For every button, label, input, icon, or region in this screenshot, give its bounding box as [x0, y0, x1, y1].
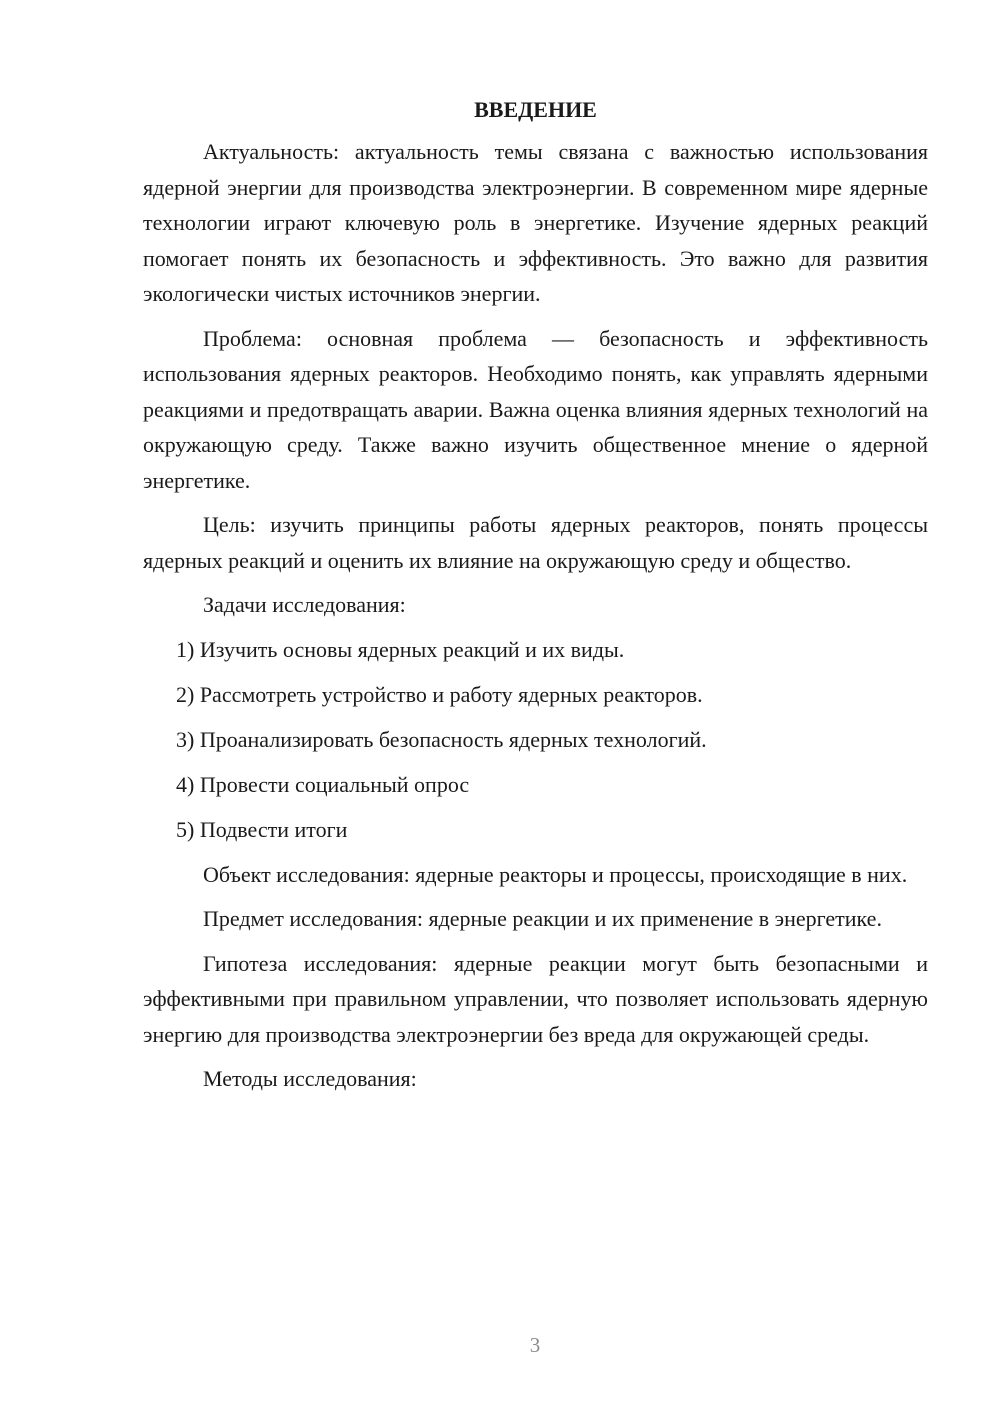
paragraph-hypothesis: Гипотеза исследования: ядерные реакции могут быть безопасными и эффективными при правильном управлении, что позволяет использовать ядерную энергию для производства электроэнергии без вреда для окружающей среды. [143, 950, 928, 1047]
paragraph-goal: Цель: изучить принципы работы ядерных реакторов, понять процессы ядерных реакций и оценить их влияние на окружающую среду и общество. [143, 512, 928, 573]
task-item: 4) Провести социальный опрос [176, 771, 470, 797]
tasks-heading: Задачи исследования: [203, 592, 406, 617]
paragraph-relevance: Актуальность: актуальность темы связана с важностью использования ядерной энергии для производства электроэнергии. В современном мире ядерные технологии играют ключевую роль в энергетике. Изучение ядерных реакций помогает понять их безопасность и эффективность. Это важно для развития экологически чистых источников энергии. [143, 139, 928, 306]
section-title: ВВЕДЕНИЕ [474, 97, 597, 122]
paragraph-subject: Предмет исследования: ядерные реакции и их применение в энергетике. [203, 906, 882, 931]
task-item: 5) Подвести итоги [176, 816, 348, 842]
paragraph-object: Объект исследования: ядерные реакторы и процессы, происходящие в них. [203, 861, 908, 887]
page-content [143, 92, 928, 1106]
tasks-list [143, 632, 928, 848]
task-item: 1) Изучить основы ядерных реакций и их виды. [176, 636, 625, 662]
paragraph-problem: Проблема: основная проблема — безопасность и эффективность использования ядерных реакторов. Необходимо понять, как управлять ядерными реакциями и предотвращать аварии. Важна оценка влияния ядерных технологий на окружающую среду. Также важно изучить общественное мнение о ядерной энергетике. [143, 325, 928, 493]
methods-heading: Методы исследования: [203, 1066, 417, 1091]
page-number: 3 [529, 1333, 541, 1357]
task-item: 2) Рассмотреть устройство и работу ядерных реакторов. [176, 681, 703, 707]
task-item: 3) Проанализировать безопасность ядерных технологий. [176, 726, 707, 752]
